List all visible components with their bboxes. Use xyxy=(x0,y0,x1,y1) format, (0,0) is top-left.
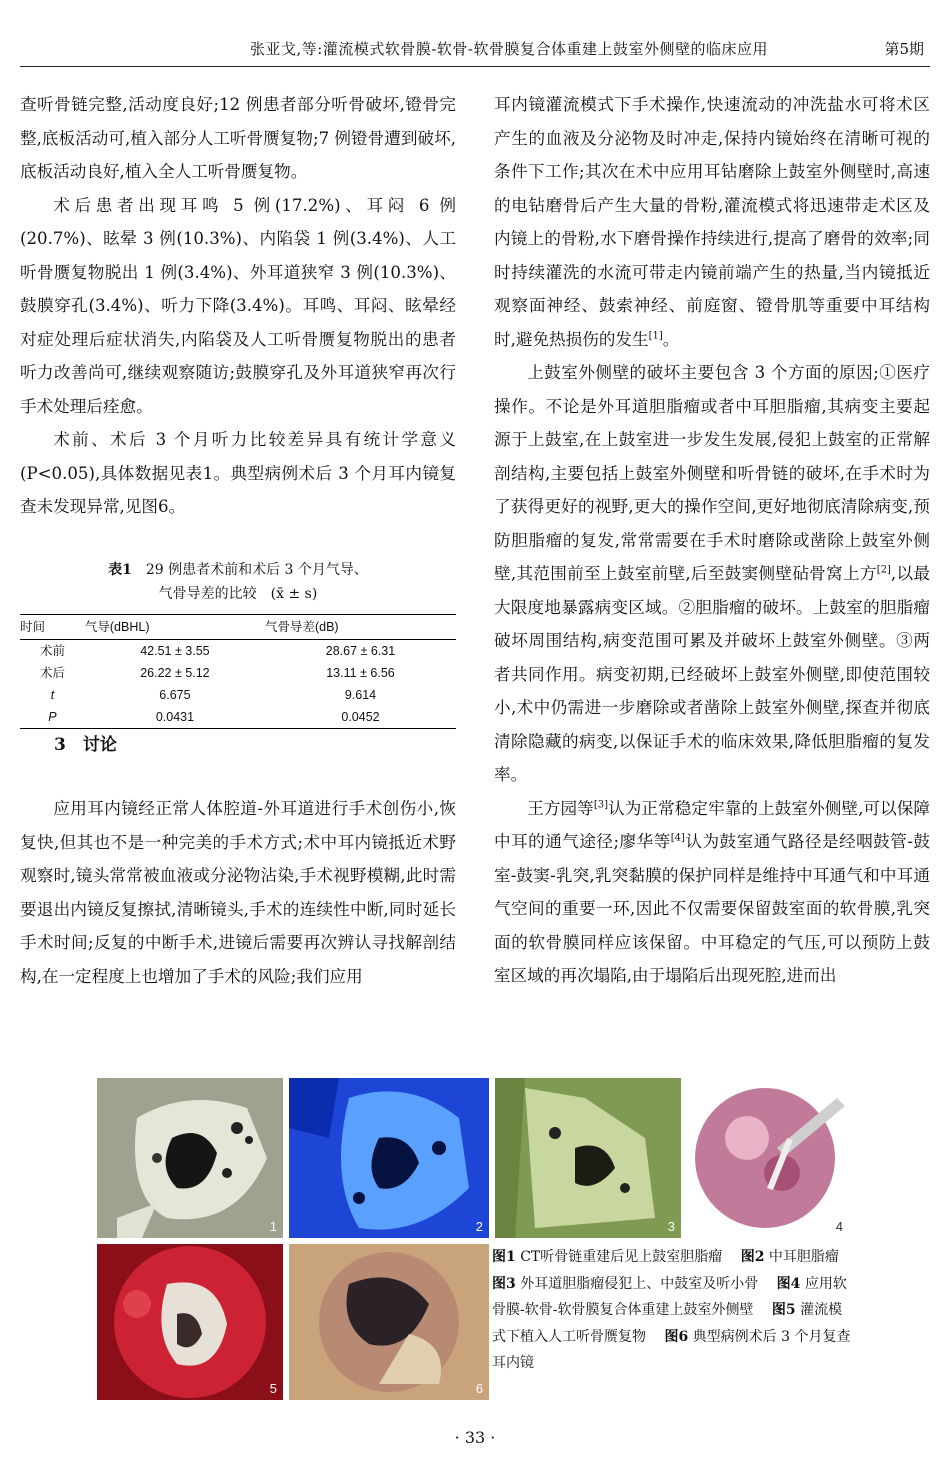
figure-label: 图2 xyxy=(740,1249,765,1265)
table-cell: P xyxy=(20,706,85,729)
ct-gray-drawing xyxy=(97,1078,283,1238)
surgery-drawing-1 xyxy=(97,1244,283,1400)
endoscope-drawing-1 xyxy=(687,1078,849,1238)
hearing-table xyxy=(20,614,456,729)
table-cell: 26.22 ± 5.12 xyxy=(140,665,210,680)
paragraph-text: 。 xyxy=(662,329,680,349)
panel-number: 6 xyxy=(475,1381,483,1396)
figure-caption-text: 典型病例术后 3 个月复查耳内镜 xyxy=(492,1328,851,1371)
ct-green-drawing xyxy=(495,1078,681,1238)
panel-number: 5 xyxy=(269,1381,277,1396)
figure-caption-text: 外耳道胆脂瘤侵犯上、中鼓室及听小骨 xyxy=(520,1275,759,1292)
table-cell: 13.11 ± 6.56 xyxy=(326,665,395,680)
paragraph-text: 王方园等 xyxy=(527,798,594,818)
figure-caption-text: 灌流模式下植入人工听骨赝复物 xyxy=(492,1302,843,1345)
figure-image-ct-green xyxy=(495,1078,681,1238)
paragraph-text: 认为正常稳定牢靠的上鼓室外侧壁,可以保障中耳的通气途径;廖华等 xyxy=(494,798,931,851)
panel-number: 2 xyxy=(475,1219,483,1234)
paragraph-text: ,以最大限度地暴露病变区域。②胆脂瘤的破坏。上鼓室的胆脂瘤破坏周围结构,病变范围可累及并破坏上鼓室外侧壁。③两者共同作用。病变初期,已经破坏上鼓室外侧壁,即使范围较小,术中仍需进一步磨除或者凿除上鼓室外侧壁,探查并彻底清除隐藏的病变,以保证手术的临床效果,降低胆脂瘤的复发率。 xyxy=(494,564,930,784)
table-label: 表1 xyxy=(108,561,132,578)
running-title: 张亚戈,等:灌流模式软骨膜-软骨-软骨膜复合体重建上鼓室外侧壁的临床应用 xyxy=(250,40,768,58)
figure-image-endoscope-2 xyxy=(289,1244,489,1400)
table-row xyxy=(20,662,456,684)
table-header: 气骨导差(dB) xyxy=(265,614,456,639)
figure-label: 图1 xyxy=(492,1249,516,1265)
table-header: 气导(dBHL) xyxy=(85,614,265,639)
table-row xyxy=(20,684,456,706)
figure-caption-text: 中耳胆脂瘤 xyxy=(768,1249,839,1265)
table-row xyxy=(20,706,456,729)
table-cell: 42.51 ± 3.55 xyxy=(140,643,210,658)
table-caption-line1: 29 例患者术前和术后 3 个月气导、 xyxy=(145,561,368,578)
table-cell: 术后 xyxy=(39,665,65,680)
ct-blue-drawing xyxy=(289,1078,489,1238)
citation: [2] xyxy=(876,564,891,576)
paragraph: 应用耳内镜经正常人体腔道-外耳道进行手术创伤小,恢复快,但其也不是一种完美的手术方式;术中耳内镜抵近术野观察时,镜头常常被血液或分泌物沾染,手术视野模糊,此时需要退出内镜反复擦拭,清晰镜头,手术的连续性中断,同时延长手术时间;反复的中断手术,进镜后需要再次辨认寻找解剖结构,在一定程度上也增加了手术的风险;我们应用 xyxy=(20,799,456,986)
table-caption-line2: 气骨导差的比较 (x̄ ± s) xyxy=(158,585,318,602)
table-caption xyxy=(20,558,456,606)
paragraph: 查听骨链完整,活动度良好;12 例患者部分听骨破坏,镫骨完整,底板活动可,植入部分人工听骨赝复物;7 例镫骨遭到破坏,底板活动良好,植入全人工听骨赝复物。 xyxy=(20,95,456,181)
panel-number: 4 xyxy=(835,1219,843,1234)
citation: [1] xyxy=(648,329,663,341)
table-cell: 9.614 xyxy=(344,687,377,702)
paragraph-text: 耳内镜灌流模式下手术操作,快速流动的冲洗盐水可将术区产生的血液及分泌物及时冲走,保持内镜始终在清晰可视的条件下工作;其次在术中应用耳钻磨除上鼓室外侧壁时,高速的电钻磨骨后产生大量的骨粉,灌流模式将迅速带走术区及内镜上的骨粉,水下磨骨操作持续进行,提高了磨骨的效率;同时持续灌洗的水流可带走内镜前端产生的热量,当内镜抵近观察面神经、鼓索神经、前庭窗、镫骨肌等重要中耳结构时,避免热损伤的发生 xyxy=(494,95,930,349)
figure-label: 图5 xyxy=(771,1302,796,1318)
table-header: 时间 xyxy=(20,614,85,639)
table-row xyxy=(20,639,456,662)
issue-number: 第5期 xyxy=(884,40,924,58)
panel-number: 1 xyxy=(269,1219,277,1234)
citation: [4] xyxy=(670,832,685,844)
figure-label: 图4 xyxy=(776,1275,801,1292)
table-cell: 0.0431 xyxy=(85,706,265,729)
table-cell: 6.675 xyxy=(159,687,191,702)
panel-number: 3 xyxy=(667,1219,675,1234)
paragraph xyxy=(494,356,930,792)
section-heading: 3 讨论 xyxy=(54,734,117,755)
endoscope-drawing-2 xyxy=(289,1244,489,1400)
table-cell: 术前 xyxy=(39,643,65,658)
table-cell: 0.0452 xyxy=(265,706,456,729)
left-column xyxy=(20,88,456,993)
figure-image-endoscope-1 xyxy=(687,1078,849,1238)
figure-caption-text: CT听骨链重建后见上鼓室胆脂瘤 xyxy=(520,1249,723,1265)
running-header xyxy=(20,34,930,67)
figure-caption-text: 应用软骨膜-软骨-软骨膜复合体重建上鼓室外侧壁 xyxy=(492,1275,847,1318)
right-column xyxy=(494,88,930,993)
figure-image-ct-gray xyxy=(97,1078,283,1238)
figure-label: 图3 xyxy=(492,1275,516,1292)
paragraph-text: 上鼓室外侧壁的破坏主要包含 3 个方面的原因;①医疗操作。不论是外耳道胆脂瘤或者中耳胆脂瘤,其病变主要起源于上鼓室,在上鼓室进一步发生发展,侵犯上鼓室的正常解剖结构,主要包括上鼓室外侧壁和听骨链的破坏,在手术时为了获得更好的视野,更大的操作空间,更好地彻底清除病变,预防胆脂瘤的复发,常常需要在手术时磨除或凿除上鼓室外侧壁,其范围前至上鼓室前壁,后至鼓窦侧壁砧骨窝上方 xyxy=(494,363,930,583)
paragraph xyxy=(494,88,930,356)
table-cell: 28.67 ± 6.31 xyxy=(325,643,396,658)
paragraph-text: 认为鼓室通气路径是经咽鼓管-鼓室-鼓窦-乳突,乳突黏膜的保护同样是维持中耳通气和中耳通气空间的重要一环,因此不仅需要保留鼓室面的软骨膜,乳突面的软骨膜同样应该保留。中耳稳定的气压,可以预防上鼓室区域的再次塌陷,由于塌陷后出现死腔,进而出 xyxy=(494,832,930,985)
table-cell: t xyxy=(50,687,55,702)
figure-caption xyxy=(492,1244,852,1377)
figure-image-surgery-1 xyxy=(97,1244,283,1400)
figure-image-ct-blue xyxy=(289,1078,489,1238)
figure-label: 图6 xyxy=(664,1328,689,1345)
citation: [3] xyxy=(593,798,609,810)
paragraph: 术后患者出现耳鸣 5 例(17.2%)、耳闷 6 例(20.7%)、眩晕 3 例(10.3%)、内陷袋 1 例(3.4%)、人工听骨赝复物脱出 1 例(3.4%)、外耳道狭窄 3 例(10.3%)、鼓膜穿孔(3.4%)、听力下降(3.4%)。耳鸣、耳闷、眩晕经对症处理后症状消失,内陷袋及人工听骨赝复物脱出的患者听力改善尚可,继续观察随访;鼓膜穿孔及外耳道狭窄再次行手术处理后痊愈。 xyxy=(20,195,456,416)
paragraph: 术前、术后 3 个月听力比较差异具有统计学意义(P<0.05),具体数据见表1。典型病例术后 3 个月耳内镜复查未发现异常,见图6。 xyxy=(20,430,456,516)
paragraph xyxy=(494,792,930,993)
page-number: · 33 · xyxy=(454,1428,496,1447)
